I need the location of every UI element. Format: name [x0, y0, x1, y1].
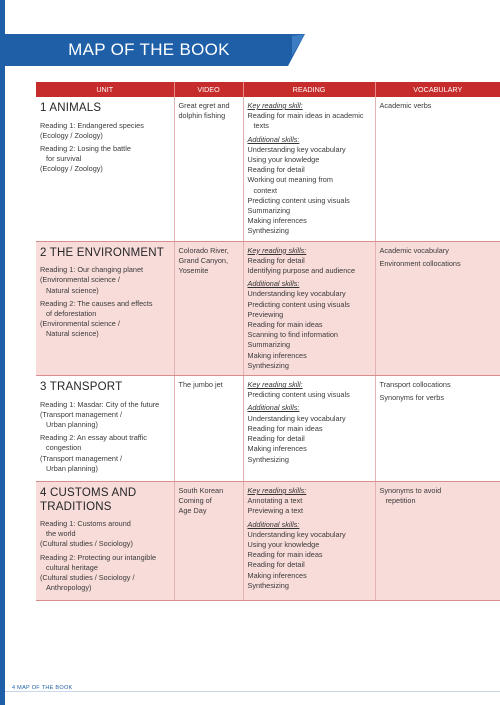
key-skill-item: Annotating a text: [247, 496, 303, 506]
reading-line: Natural science): [46, 285, 99, 295]
reading-cell: [243, 97, 375, 241]
reading-cell: [243, 482, 375, 601]
additional-skill-item: Reading for detail: [247, 560, 305, 570]
key-skill-item: texts: [253, 121, 269, 131]
video-line: Age Day: [178, 506, 207, 516]
footer-divider: [5, 691, 500, 692]
table-row: [36, 241, 500, 375]
reading-line: (Cultural studies / Sociology): [40, 539, 133, 549]
reading-line: Reading 1: Masdar: City of the future: [40, 399, 160, 409]
additional-skill-item: Making inferences: [247, 570, 307, 580]
vocabulary-cell: [375, 241, 500, 375]
video-cell: [174, 241, 243, 375]
vocabulary-item: Synonyms to avoid: [379, 486, 442, 495]
reading-line: Anthropology): [46, 583, 92, 593]
additional-skill-item: Working out meaning from: [247, 175, 333, 185]
key-skill-item: Reading for main ideas in academic: [247, 111, 364, 121]
reading-line: Reading 1: Our changing planet: [40, 265, 144, 275]
additional-skill-item: Making inferences: [247, 444, 307, 454]
video-line: Colorado River,: [178, 245, 229, 255]
video-line: Great egret and: [178, 101, 230, 110]
key-skill-label: Key reading skill:: [247, 380, 303, 390]
key-skill-item: Reading for detail: [247, 255, 305, 265]
additional-skill-item: Scanning to find information: [247, 330, 338, 340]
additional-skill-item: Understanding key vocabulary: [247, 144, 346, 154]
key-skill-item: Predicting content using visuals: [247, 390, 350, 400]
reading-entry: [40, 553, 171, 594]
vocabulary-item: Synonyms for verbs: [379, 393, 444, 403]
video-line: Yosemite: [178, 266, 209, 276]
additional-skills-label: Additional skills:: [247, 134, 300, 144]
video-cell: [174, 482, 243, 601]
reading-line: Reading 1: Customs around: [40, 519, 131, 528]
vocabulary-item: Transport collocations: [379, 380, 451, 390]
additional-skill-item: Making inferences: [247, 350, 307, 360]
left-accent-strip: [0, 0, 5, 705]
vocabulary-cell: [375, 482, 500, 601]
additional-skill-item: Reading for main ideas: [247, 320, 323, 330]
additional-skill-item: Using your knowledge: [247, 540, 320, 550]
additional-skill-item: Synthesizing: [247, 454, 289, 464]
unit-cell: [36, 482, 174, 601]
reading-line: congestion: [46, 443, 82, 453]
unit-title: 3 TRANSPORT: [40, 381, 123, 394]
additional-skill-item: Synthesizing: [247, 360, 289, 370]
additional-skill-item: Previewing: [247, 309, 284, 319]
reading-line: for survival: [46, 154, 82, 164]
footer-accent: [0, 682, 5, 694]
additional-skill-item: Reading for main ideas: [247, 423, 323, 433]
video-line: Coming of: [178, 496, 212, 506]
reading-line: Reading 2: Losing the battle: [40, 143, 131, 153]
vocabulary-item: repetition: [385, 496, 416, 506]
reading-entry: [40, 299, 171, 340]
additional-skill-item: Understanding key vocabulary: [247, 529, 346, 539]
reading-line: the world: [46, 529, 76, 539]
reading-line: (Ecology / Zoology): [40, 130, 103, 140]
reading-line: (Environmental science /: [40, 275, 120, 285]
reading-line: Natural science): [46, 329, 99, 339]
additional-skills-label: Additional skills:: [247, 519, 300, 529]
reading-line: (Ecology / Zoology): [40, 164, 103, 174]
reading-entry: [40, 400, 171, 431]
key-skill-item: Identifying purpose and audience: [247, 266, 356, 276]
additional-skill-item: Understanding key vocabulary: [247, 413, 346, 423]
unit-cell: [36, 241, 174, 375]
header-vocabulary: VOCABULARY: [375, 82, 500, 97]
unit-cell: [36, 97, 174, 241]
unit-cell: [36, 376, 174, 482]
additional-skill-item: Summarizing: [247, 206, 291, 216]
reading-entry: [40, 121, 171, 141]
video-line: Grand Canyon,: [178, 255, 228, 265]
additional-skills-label: Additional skills:: [247, 279, 300, 289]
reading-line: (Transport management /: [40, 453, 123, 463]
additional-skill-item: Predicting content using visuals: [247, 195, 350, 205]
table-header-row: [36, 82, 500, 97]
reading-line: Reading 1: Endangered species: [40, 120, 144, 130]
reading-line: of deforestation: [46, 308, 97, 318]
key-skill-label: Key reading skills:: [247, 245, 307, 255]
additional-skill-item: Making inferences: [247, 216, 307, 226]
reading-entry: [40, 433, 171, 474]
table-row: [36, 376, 500, 482]
footer-label: 4 MAP OF THE BOOK: [12, 685, 73, 691]
reading-entry: [40, 144, 171, 175]
reading-line: Reading 2: The causes and effects: [40, 298, 153, 308]
additional-skill-item: Reading for detail: [247, 434, 305, 444]
reading-line: (Environmental science /: [40, 319, 120, 329]
video-cell: [174, 376, 243, 482]
additional-skill-item: Synthesizing: [247, 226, 289, 236]
reading-line: (Cultural studies / Sociology /: [40, 573, 135, 583]
additional-skill-item: Reading for detail: [247, 165, 305, 175]
vocabulary-cell: [375, 97, 500, 241]
reading-cell: [243, 376, 375, 482]
reading-line: cultural heritage: [46, 562, 98, 572]
reading-line: Urban planning): [46, 419, 98, 429]
header-reading: READING: [243, 82, 375, 97]
unit-title: 1 ANIMALS: [40, 102, 102, 114]
vocabulary-item: Environment collocations: [379, 258, 461, 268]
reading-entry: [40, 519, 171, 550]
table-row: [36, 97, 500, 241]
header-unit: UNIT: [36, 82, 174, 97]
reading-line: Urban planning): [46, 463, 98, 473]
additional-skill-item: Summarizing: [247, 340, 291, 350]
vocabulary-cell: [375, 376, 500, 482]
key-skill-label: Key reading skill:: [247, 101, 303, 110]
reading-entry: [40, 265, 171, 296]
key-skill-label: Key reading skills:: [247, 486, 307, 495]
header-video: VIDEO: [174, 82, 243, 97]
vocabulary-item: Academic verbs: [379, 101, 432, 110]
additional-skill-item: Using your knowledge: [247, 155, 320, 165]
reading-line: Reading 2: Protecting our intangible: [40, 552, 157, 562]
additional-skills-label: Additional skills:: [247, 403, 300, 413]
additional-skill-item: context: [253, 185, 278, 195]
video-line: The jumbo jet: [178, 380, 223, 390]
video-cell: [174, 97, 243, 241]
additional-skill-item: Understanding key vocabulary: [247, 289, 346, 299]
reading-line: Reading 2: An essay about traffic: [40, 433, 147, 443]
page-title: MAP OF THE BOOK: [68, 40, 230, 59]
video-line: South Korean: [178, 486, 224, 495]
reading-cell: [243, 241, 375, 375]
vocabulary-item: Academic vocabulary: [379, 245, 449, 255]
video-line: dolphin fishing: [178, 111, 226, 121]
unit-title: 2 THE ENVIRONMENT: [40, 246, 164, 259]
reading-line: (Transport management /: [40, 409, 123, 419]
additional-skill-item: Reading for main ideas: [247, 550, 323, 560]
map-table: [36, 82, 500, 601]
key-skill-item: Previewing a text: [247, 506, 304, 516]
table-row: [36, 482, 500, 601]
unit-title: 4 CUSTOMS AND TRADITIONS: [40, 487, 137, 513]
additional-skill-item: Synthesizing: [247, 580, 289, 590]
additional-skill-item: Predicting content using visuals: [247, 299, 350, 309]
